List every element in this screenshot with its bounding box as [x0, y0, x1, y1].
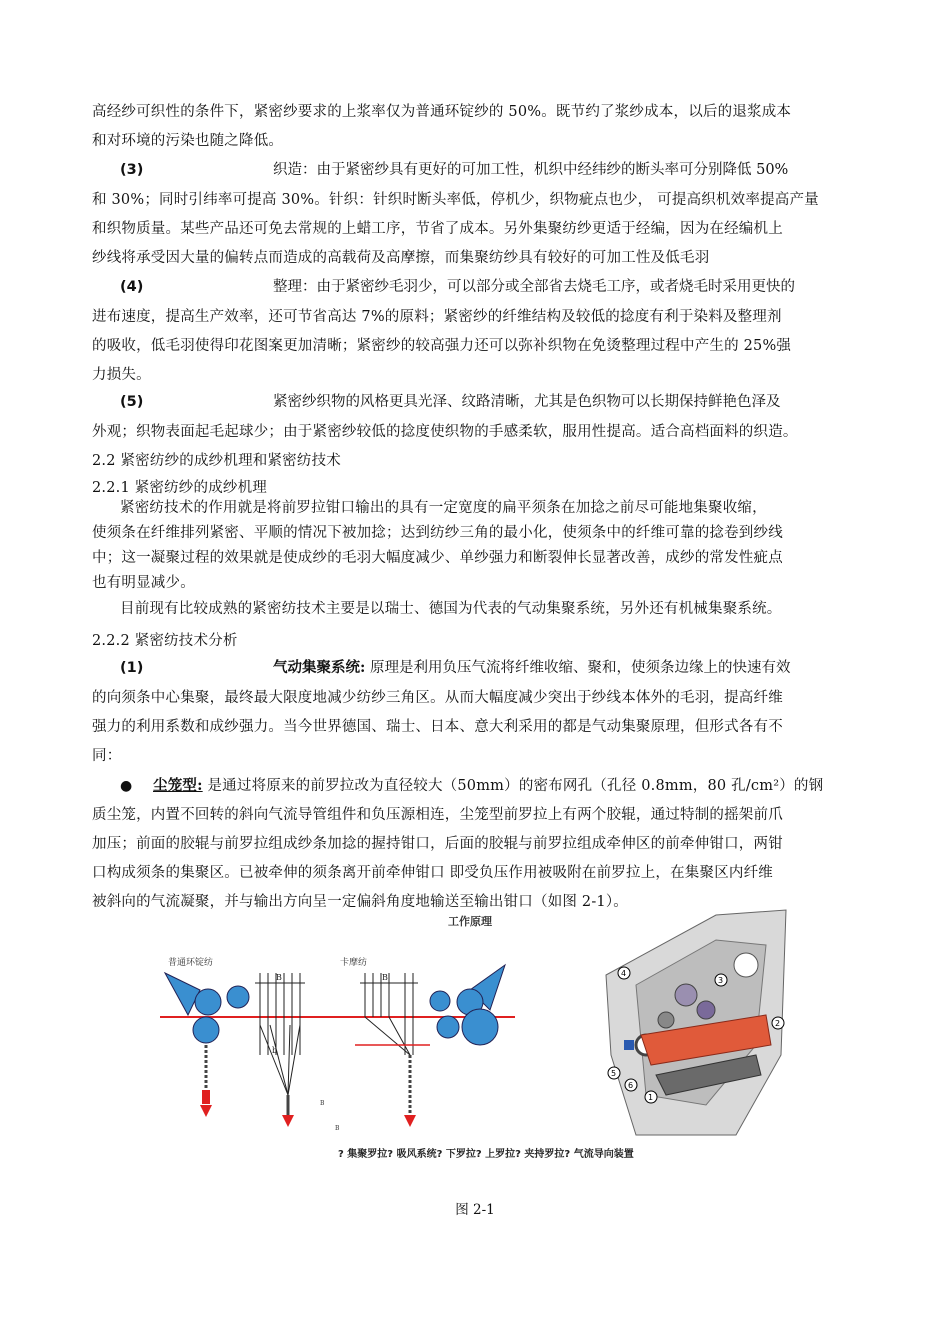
- label-compact: 卡摩纺: [340, 958, 368, 968]
- subsection-heading: 2.2.2 紧密纺技术分析: [92, 633, 238, 649]
- svg-text:2: 2: [775, 1019, 781, 1028]
- text-line: 的吸收，低毛羽使得印花图案更加清晰；紧密纱的较高强力还可以弥补织物在免烫整理过程中产生的 25%强: [92, 338, 792, 354]
- text-line: 强力的利用系数和成纱强力。当今世界德国、瑞士、日本、意大利采用的都是气动集聚原理，但形式各有不: [92, 719, 783, 735]
- figure-title: 工作原理: [448, 915, 492, 928]
- text-line: 加压；前面的胶辊与前罗拉组成纱条加捻的握持钳口，后面的胶辊与前罗拉组成牵伸区的前牵伸钳口，两钳: [92, 836, 783, 852]
- item-number: (3): [120, 162, 144, 178]
- text-line: 力损失。: [92, 367, 151, 383]
- bullet-icon: ●: [120, 778, 133, 794]
- text-line: [153, 776, 933, 796]
- spinning-principle-diagram: [160, 905, 520, 1165]
- figure-caption: 图 2-1: [455, 1202, 495, 1218]
- text-line: 质尘笼，内置不回转的斜向气流导管组件和负压源相连，尘笼型前罗拉上有两个胶辊，通过特制的摇架前爪: [92, 807, 783, 823]
- svg-text:B: B: [382, 973, 388, 982]
- term-pneumatic: 气动集聚系统:: [273, 659, 366, 676]
- label-conventional: 普通环锭纺: [168, 958, 214, 968]
- svg-text:B: B: [335, 1125, 340, 1132]
- item-number: (1): [120, 660, 144, 676]
- text-line: 中；这一凝聚过程的效果就是使成纱的毛羽大幅度减少、单纱强力和断裂伸长显著改善，成纱的常发性疵点: [92, 550, 783, 566]
- text-line: 高经纱可织性的条件下，紧密纱要求的上浆率仅为普通环锭纱的 50%。既节约了浆纱成本，以后的退浆成本: [92, 104, 792, 120]
- text-line: 紧密纱织物的风格更具光泽、纹路清晰，尤其是色织物可以长期保持鲜艳色泽及: [273, 394, 781, 410]
- text-line: 口构成须条的集聚区。已被牵伸的须条离开前牵伸钳口 即受负压作用被吸附在前罗拉上，在集聚区内纤维: [92, 865, 774, 881]
- text-line: 织造：由于紧密纱具有更好的可加工性，机织中经纬纱的断头率可分别降低 50%: [273, 162, 789, 178]
- text-line: 同：: [92, 748, 122, 764]
- term-cage: 尘笼型:: [153, 777, 203, 794]
- section-heading: 2.2 紧密纺纱的成纱机理和紧密纺技术: [92, 453, 341, 469]
- text-line: [273, 658, 790, 678]
- text-line: 外观；织物表面起毛起球少；由于紧密纱较低的捻度使织物的手感柔软，服用性提高。适合高档面料的织造。: [92, 424, 798, 440]
- text-span: 原理是利用负压气流将纤维收缩、聚和，使须条边缘上的快速有效: [365, 660, 791, 676]
- svg-text:5: 5: [611, 1069, 617, 1078]
- figure-legend: ? 集聚罗拉? 吸风系统? 下罗拉? 上罗拉? 夹持罗拉? 气流导向装置: [338, 1149, 634, 1160]
- svg-text:1: 1: [648, 1093, 654, 1102]
- text-span: 是通过将原来的前罗拉改为直径较大（50mm）的密布网孔（孔径 0.8mm，80 孔/cm²）的钢: [202, 778, 824, 794]
- item-number: (5): [120, 394, 144, 410]
- text-line: 和 30%；同时引纬率可提高 30%。针织：针织时断头率低，停机少，织物疵点也少， 可提高织机效率提高产量: [92, 192, 819, 208]
- svg-text:B: B: [276, 973, 282, 982]
- text-line: 紧密纺技术的作用就是将前罗拉钳口输出的具有一定宽度的扁平须条在加捻之前尽可能地集聚收缩，: [120, 500, 767, 516]
- svg-text:6: 6: [628, 1081, 634, 1090]
- item-number: (4): [120, 279, 144, 295]
- text-line: 和织物质量。某些产品还可免去常规的上蜡工序，节省了成本。另外集聚纺纱更适于经编，因为在经编机上: [92, 221, 783, 237]
- text-line: 整理：由于紧密纱毛羽少，可以部分或全部省去烧毛工序，或者烧毛时采用更快的: [273, 279, 795, 295]
- text-line: 和对环境的污染也随之降低。: [92, 133, 284, 149]
- text-line: 使须条在纤维排列紧密、平顺的情况下被加捻；达到纺纱三角的最小化，使须条中的纤维可靠的捻卷到纱线: [92, 525, 783, 541]
- text-line: 也有明显减少。: [92, 575, 195, 591]
- compact-spinning-machine-diagram: [596, 905, 790, 1140]
- text-line: 被斜向的气流凝聚，并与输出方向呈一定偏斜角度地输送至输出钳口（如图 2-1）。: [92, 894, 629, 910]
- svg-text:4: 4: [621, 969, 627, 978]
- text-line: 目前现有比较成熟的紧密纺技术主要是以瑞士、德国为代表的气动集聚系统，另外还有机械集聚系统。: [120, 601, 782, 617]
- svg-text:B: B: [320, 1100, 325, 1107]
- text-line: 纱线将承受因大量的偏转点而造成的高载荷及高摩擦，而集聚纺纱具有较好的可加工性及低毛羽: [92, 250, 710, 266]
- text-line: 进布速度，提高生产效率，还可节省高达 7%的原料；紧密纱的纤维结构及较低的捻度有利于染料及整理剂: [92, 309, 782, 325]
- svg-text:3: 3: [718, 976, 724, 985]
- subsection-heading: 2.2.1 紧密纺纱的成纱机理: [92, 480, 268, 496]
- svg-text:b: b: [272, 1046, 278, 1055]
- text-line: 的向须条中心集聚，最终最大限度地减少纺纱三角区。从而大幅度减少突出于纱线本体外的毛羽，提高纤维: [92, 690, 783, 706]
